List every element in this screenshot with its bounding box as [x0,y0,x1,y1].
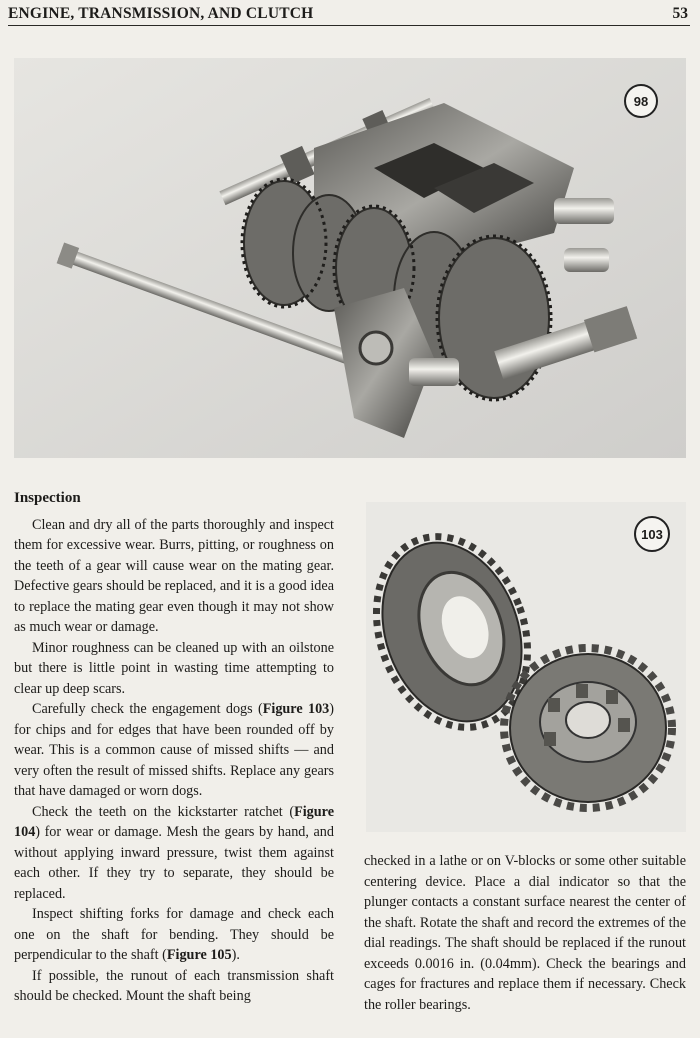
page-header [8,3,690,26]
section-heading: Inspection [14,490,81,506]
paragraph-4-text-b: ) for wear or damage. Mesh the gears by hand, and without applying inward pressure, twist them against each other. If they try to separate, they should be replaced. [14,824,334,902]
figure-104-reference: Figure 104 [14,803,334,840]
right-text-column [364,851,686,1015]
figure-105-reference: Figure 105 [166,947,232,963]
paragraph-1: Clean and dry all of the parts thoroughly and inspect them for excessive wear. Burrs, pitting, or roughness on the teeth of a gear will cause wear on the mating gear. Defective gears should be replaced, and it is a good idea to replace the mating gear even though it may not show as much wear or damage. [14,516,334,635]
figure-98-number: 98 [624,84,658,118]
paragraph-4-text-a: Check the teeth on the kickstarter ratchet ( [32,803,295,820]
chapter-title: ENGINE, TRANSMISSION, AND CLUTCH [8,5,314,22]
paragraph-5 [14,904,334,966]
paragraph-3 [14,699,334,802]
figure-103-number: 103 [634,516,670,552]
left-text-column [14,488,334,1007]
paragraph-3-text-b: ) for chips and for edges that have been rounded off by wear. This is a common cause of missed shifts — and very often the result of missed shifts. Replace any gears that have damaged or worn dogs. [14,701,334,799]
paragraph-5-text-b: ). [231,947,240,963]
paragraph-4 [14,802,334,905]
figure-98-photo [14,58,686,458]
paragraph-7: checked in a lathe or on V-blocks or some other suitable centering device. Place a dial indicator so that the plunger contacts a constant surface nearest the center of the shaft. Rotate the shaft and record the extremes of the dial readings. The shaft should be replaced if the runout exceeds 0.0016 in. (0.04mm). Check the bearings and cages for fractures and replace them if necessary. Check the roller bearings. [364,853,686,1013]
transmission-assembly-illustration [14,58,686,458]
figure-103-reference: Figure 103 [262,701,330,717]
page-number: 53 [672,5,688,22]
paragraph-6: If possible, the runout of each transmission shaft should be checked. Mount the shaft being [14,967,334,1004]
gears-illustration [366,502,686,832]
paragraph-3-text-a: Carefully check the engagement dogs ( [32,701,263,717]
paragraph-2: Minor roughness can be cleaned up with an oilstone but there is little point in wasting time attempting to clear up deep scars. [14,639,334,697]
paragraph-5-text-a: Inspect shifting forks for damage and check each one on the shaft for bending. They should be perpendicular to the shaft ( [14,906,334,963]
figure-103-photo [366,502,686,832]
